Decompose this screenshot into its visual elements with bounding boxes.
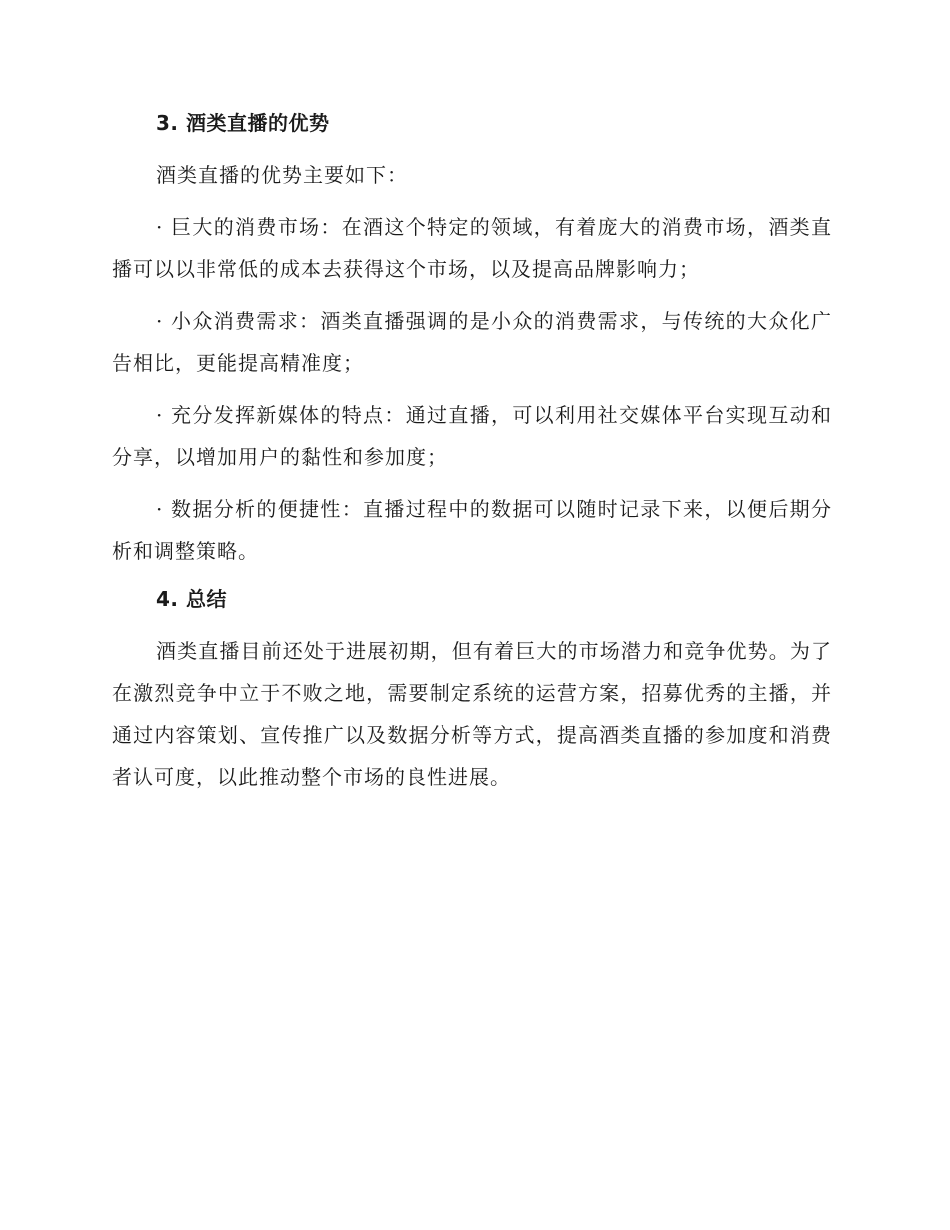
section-3-intro: 酒类直播的优势主要如下： <box>156 163 408 187</box>
section-3-heading: 3. 酒类直播的优势 <box>156 111 330 135</box>
bullet-4: · 数据分析的便捷性：直播过程中的数据可以随时记录下来，以便后期分析和调整策略。 <box>112 497 832 563</box>
document-page <box>112 108 832 808</box>
bullet-1: · 巨大的消费市场：在酒这个特定的领域，有着庞大的消费市场，酒类直播可以以非常低的成本去获得这个市场，以及提高品牌影响力； <box>112 215 832 281</box>
section-4-heading: 4. 总结 <box>156 587 227 611</box>
section-4-body: 酒类直播目前还处于进展初期，但有着巨大的市场潜力和竞争优势。为了在激烈竞争中立于不败之地，需要制定系统的运营方案，招募优秀的主播，并通过内容策划、宣传推广以及数据分析等方式，提高酒类直播的参加度和消费者认可度，以此推动整个市场的良性进展。 <box>112 639 832 789</box>
bullet-2: · 小众消费需求：酒类直播强调的是小众的消费需求，与传统的大众化广告相比，更能提高精准度； <box>112 309 832 375</box>
bullet-3: · 充分发挥新媒体的特点：通过直播，可以利用社交媒体平台实现互动和分享，以增加用户的黏性和参加度； <box>112 403 832 469</box>
